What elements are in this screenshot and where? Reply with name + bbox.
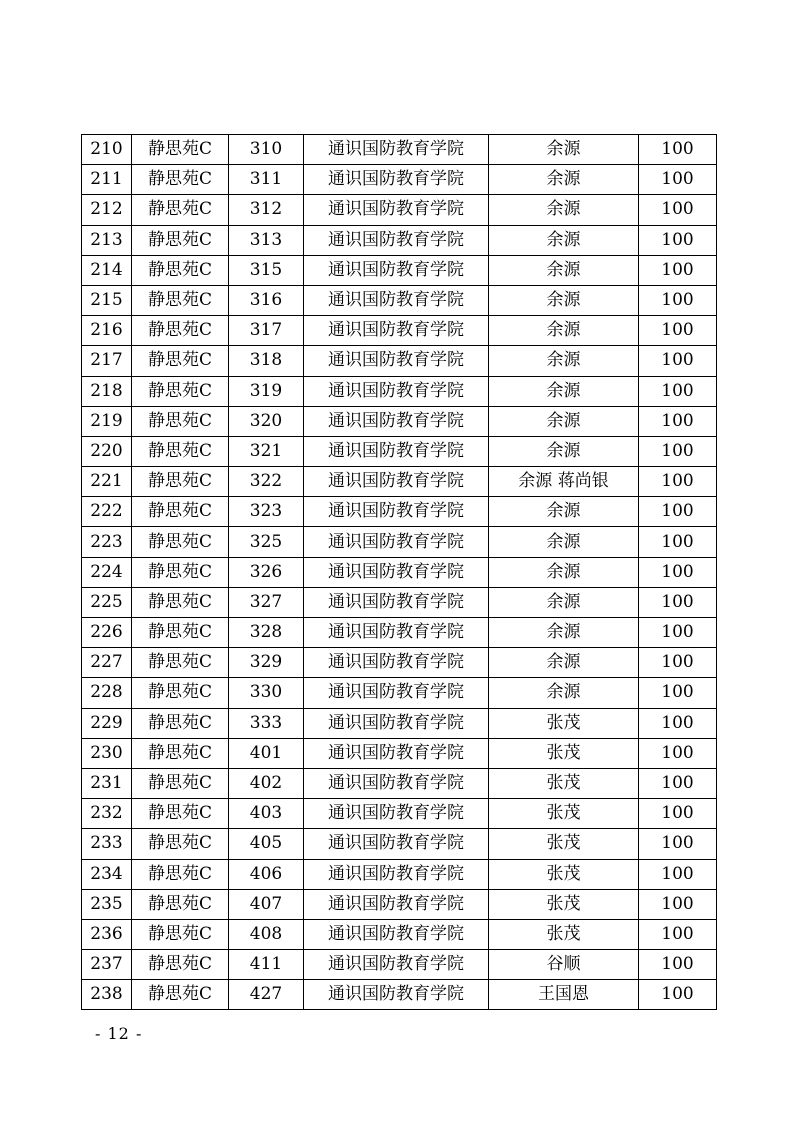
cell-room: 315 bbox=[229, 255, 304, 285]
cell-seq: 235 bbox=[82, 889, 132, 919]
cell-seq: 234 bbox=[82, 859, 132, 889]
cell-building: 静思苑C bbox=[132, 165, 229, 195]
cell-room: 327 bbox=[229, 587, 304, 617]
cell-room: 310 bbox=[229, 135, 304, 165]
cell-room: 316 bbox=[229, 285, 304, 315]
cell-score: 100 bbox=[639, 255, 717, 285]
cell-seq: 227 bbox=[82, 648, 132, 678]
cell-seq: 224 bbox=[82, 557, 132, 587]
cell-seq: 223 bbox=[82, 527, 132, 557]
cell-score: 100 bbox=[639, 225, 717, 255]
table-row bbox=[82, 346, 717, 376]
cell-score: 100 bbox=[639, 889, 717, 919]
cell-college: 通识国防教育学院 bbox=[304, 436, 489, 466]
cell-seq: 211 bbox=[82, 165, 132, 195]
cell-college: 通识国防教育学院 bbox=[304, 527, 489, 557]
cell-manager: 张茂 bbox=[489, 708, 639, 738]
table-row bbox=[82, 165, 717, 195]
cell-building: 静思苑C bbox=[132, 225, 229, 255]
cell-building: 静思苑C bbox=[132, 618, 229, 648]
cell-building: 静思苑C bbox=[132, 799, 229, 829]
cell-college: 通识国防教育学院 bbox=[304, 406, 489, 436]
cell-score: 100 bbox=[639, 799, 717, 829]
cell-room: 401 bbox=[229, 738, 304, 768]
cell-room: 326 bbox=[229, 557, 304, 587]
cell-manager: 张茂 bbox=[489, 738, 639, 768]
cell-room: 318 bbox=[229, 346, 304, 376]
cell-building: 静思苑C bbox=[132, 346, 229, 376]
cell-college: 通识国防教育学院 bbox=[304, 618, 489, 648]
table-row bbox=[82, 829, 717, 859]
cell-score: 100 bbox=[639, 859, 717, 889]
cell-manager: 张茂 bbox=[489, 829, 639, 859]
cell-seq: 215 bbox=[82, 285, 132, 315]
cell-manager: 谷顺 bbox=[489, 950, 639, 980]
table-row bbox=[82, 678, 717, 708]
cell-manager: 余源 bbox=[489, 346, 639, 376]
cell-building: 静思苑C bbox=[132, 678, 229, 708]
cell-college: 通识国防教育学院 bbox=[304, 678, 489, 708]
cell-college: 通识国防教育学院 bbox=[304, 316, 489, 346]
cell-college: 通识国防教育学院 bbox=[304, 738, 489, 768]
cell-seq: 229 bbox=[82, 708, 132, 738]
cell-college: 通识国防教育学院 bbox=[304, 859, 489, 889]
cell-room: 325 bbox=[229, 527, 304, 557]
cell-manager: 余源 bbox=[489, 225, 639, 255]
cell-seq: 216 bbox=[82, 316, 132, 346]
cell-building: 静思苑C bbox=[132, 738, 229, 768]
cell-score: 100 bbox=[639, 708, 717, 738]
cell-seq: 232 bbox=[82, 799, 132, 829]
cell-manager: 余源 bbox=[489, 285, 639, 315]
cell-building: 静思苑C bbox=[132, 768, 229, 798]
cell-room: 328 bbox=[229, 618, 304, 648]
table-row bbox=[82, 497, 717, 527]
cell-building: 静思苑C bbox=[132, 980, 229, 1010]
cell-score: 100 bbox=[639, 165, 717, 195]
cell-score: 100 bbox=[639, 376, 717, 406]
cell-score: 100 bbox=[639, 919, 717, 949]
cell-building: 静思苑C bbox=[132, 255, 229, 285]
cell-room: 313 bbox=[229, 225, 304, 255]
cell-building: 静思苑C bbox=[132, 889, 229, 919]
cell-room: 405 bbox=[229, 829, 304, 859]
cell-building: 静思苑C bbox=[132, 708, 229, 738]
cell-manager: 余源 bbox=[489, 376, 639, 406]
cell-building: 静思苑C bbox=[132, 467, 229, 497]
cell-room: 312 bbox=[229, 195, 304, 225]
cell-seq: 213 bbox=[82, 225, 132, 255]
cell-building: 静思苑C bbox=[132, 919, 229, 949]
cell-manager: 余源 bbox=[489, 316, 639, 346]
cell-college: 通识国防教育学院 bbox=[304, 829, 489, 859]
cell-college: 通识国防教育学院 bbox=[304, 950, 489, 980]
cell-room: 319 bbox=[229, 376, 304, 406]
table-row bbox=[82, 587, 717, 617]
cell-room: 333 bbox=[229, 708, 304, 738]
cell-seq: 231 bbox=[82, 768, 132, 798]
cell-college: 通识国防教育学院 bbox=[304, 255, 489, 285]
cell-score: 100 bbox=[639, 587, 717, 617]
cell-college: 通识国防教育学院 bbox=[304, 799, 489, 829]
cell-manager: 张茂 bbox=[489, 919, 639, 949]
cell-college: 通识国防教育学院 bbox=[304, 285, 489, 315]
cell-manager: 余源 bbox=[489, 648, 639, 678]
cell-college: 通识国防教育学院 bbox=[304, 587, 489, 617]
cell-college: 通识国防教育学院 bbox=[304, 497, 489, 527]
cell-seq: 219 bbox=[82, 406, 132, 436]
table-row bbox=[82, 376, 717, 406]
cell-room: 407 bbox=[229, 889, 304, 919]
cell-manager: 张茂 bbox=[489, 799, 639, 829]
cell-manager: 余源 bbox=[489, 406, 639, 436]
cell-score: 100 bbox=[639, 436, 717, 466]
cell-room: 322 bbox=[229, 467, 304, 497]
cell-building: 静思苑C bbox=[132, 859, 229, 889]
table-row bbox=[82, 738, 717, 768]
cell-seq: 217 bbox=[82, 346, 132, 376]
cell-building: 静思苑C bbox=[132, 195, 229, 225]
cell-seq: 220 bbox=[82, 436, 132, 466]
cell-building: 静思苑C bbox=[132, 436, 229, 466]
cell-score: 100 bbox=[639, 527, 717, 557]
cell-score: 100 bbox=[639, 195, 717, 225]
table-row bbox=[82, 950, 717, 980]
dormitory-score-table bbox=[81, 134, 717, 1010]
cell-manager: 余源 bbox=[489, 527, 639, 557]
cell-score: 100 bbox=[639, 406, 717, 436]
table-row bbox=[82, 708, 717, 738]
table-row bbox=[82, 255, 717, 285]
cell-room: 427 bbox=[229, 980, 304, 1010]
cell-college: 通识国防教育学院 bbox=[304, 225, 489, 255]
cell-seq: 230 bbox=[82, 738, 132, 768]
cell-manager: 余源 bbox=[489, 195, 639, 225]
cell-building: 静思苑C bbox=[132, 527, 229, 557]
cell-college: 通识国防教育学院 bbox=[304, 708, 489, 738]
cell-college: 通识国防教育学院 bbox=[304, 919, 489, 949]
cell-manager: 王国恩 bbox=[489, 980, 639, 1010]
cell-room: 323 bbox=[229, 497, 304, 527]
table-row bbox=[82, 768, 717, 798]
cell-college: 通识国防教育学院 bbox=[304, 980, 489, 1010]
cell-score: 100 bbox=[639, 768, 717, 798]
cell-manager: 余源 bbox=[489, 165, 639, 195]
cell-college: 通识国防教育学院 bbox=[304, 165, 489, 195]
cell-building: 静思苑C bbox=[132, 829, 229, 859]
cell-room: 406 bbox=[229, 859, 304, 889]
cell-college: 通识国防教育学院 bbox=[304, 376, 489, 406]
table-row bbox=[82, 859, 717, 889]
cell-college: 通识国防教育学院 bbox=[304, 467, 489, 497]
cell-college: 通识国防教育学院 bbox=[304, 195, 489, 225]
cell-college: 通识国防教育学院 bbox=[304, 135, 489, 165]
cell-seq: 214 bbox=[82, 255, 132, 285]
table-body bbox=[82, 135, 717, 1010]
table-row bbox=[82, 225, 717, 255]
cell-score: 100 bbox=[639, 678, 717, 708]
cell-manager: 余源 bbox=[489, 587, 639, 617]
table-row bbox=[82, 557, 717, 587]
cell-manager: 张茂 bbox=[489, 889, 639, 919]
cell-room: 330 bbox=[229, 678, 304, 708]
cell-room: 321 bbox=[229, 436, 304, 466]
table-row bbox=[82, 406, 717, 436]
cell-seq: 222 bbox=[82, 497, 132, 527]
cell-score: 100 bbox=[639, 285, 717, 315]
cell-score: 100 bbox=[639, 497, 717, 527]
cell-college: 通识国防教育学院 bbox=[304, 557, 489, 587]
cell-college: 通识国防教育学院 bbox=[304, 768, 489, 798]
cell-score: 100 bbox=[639, 135, 717, 165]
cell-seq: 210 bbox=[82, 135, 132, 165]
cell-seq: 226 bbox=[82, 618, 132, 648]
cell-building: 静思苑C bbox=[132, 557, 229, 587]
cell-room: 320 bbox=[229, 406, 304, 436]
table-row bbox=[82, 648, 717, 678]
cell-room: 408 bbox=[229, 919, 304, 949]
cell-building: 静思苑C bbox=[132, 950, 229, 980]
cell-seq: 236 bbox=[82, 919, 132, 949]
table-row bbox=[82, 285, 717, 315]
cell-manager: 余源 bbox=[489, 678, 639, 708]
table-row bbox=[82, 618, 717, 648]
cell-seq: 228 bbox=[82, 678, 132, 708]
table-row bbox=[82, 436, 717, 466]
cell-manager: 余源 蒋尚银 bbox=[489, 467, 639, 497]
cell-seq: 221 bbox=[82, 467, 132, 497]
cell-manager: 余源 bbox=[489, 255, 639, 285]
table-row bbox=[82, 919, 717, 949]
cell-manager: 余源 bbox=[489, 497, 639, 527]
table-row bbox=[82, 980, 717, 1010]
cell-score: 100 bbox=[639, 648, 717, 678]
cell-seq: 238 bbox=[82, 980, 132, 1010]
cell-college: 通识国防教育学院 bbox=[304, 889, 489, 919]
cell-room: 311 bbox=[229, 165, 304, 195]
cell-score: 100 bbox=[639, 618, 717, 648]
cell-building: 静思苑C bbox=[132, 135, 229, 165]
table-row bbox=[82, 195, 717, 225]
cell-room: 402 bbox=[229, 768, 304, 798]
cell-seq: 233 bbox=[82, 829, 132, 859]
table-row bbox=[82, 316, 717, 346]
cell-manager: 余源 bbox=[489, 135, 639, 165]
cell-building: 静思苑C bbox=[132, 587, 229, 617]
table-row bbox=[82, 889, 717, 919]
cell-seq: 218 bbox=[82, 376, 132, 406]
cell-seq: 225 bbox=[82, 587, 132, 617]
cell-building: 静思苑C bbox=[132, 648, 229, 678]
cell-college: 通识国防教育学院 bbox=[304, 648, 489, 678]
cell-manager: 余源 bbox=[489, 557, 639, 587]
cell-score: 100 bbox=[639, 557, 717, 587]
cell-building: 静思苑C bbox=[132, 406, 229, 436]
cell-room: 317 bbox=[229, 316, 304, 346]
cell-manager: 张茂 bbox=[489, 768, 639, 798]
cell-room: 329 bbox=[229, 648, 304, 678]
cell-building: 静思苑C bbox=[132, 316, 229, 346]
cell-college: 通识国防教育学院 bbox=[304, 346, 489, 376]
cell-manager: 余源 bbox=[489, 618, 639, 648]
cell-score: 100 bbox=[639, 950, 717, 980]
cell-score: 100 bbox=[639, 316, 717, 346]
page-number: - 12 - bbox=[95, 1024, 143, 1043]
table-row bbox=[82, 135, 717, 165]
cell-seq: 237 bbox=[82, 950, 132, 980]
cell-seq: 212 bbox=[82, 195, 132, 225]
cell-score: 100 bbox=[639, 829, 717, 859]
cell-score: 100 bbox=[639, 467, 717, 497]
table-row bbox=[82, 467, 717, 497]
cell-score: 100 bbox=[639, 346, 717, 376]
cell-building: 静思苑C bbox=[132, 285, 229, 315]
cell-room: 403 bbox=[229, 799, 304, 829]
cell-manager: 张茂 bbox=[489, 859, 639, 889]
cell-score: 100 bbox=[639, 738, 717, 768]
table-row bbox=[82, 799, 717, 829]
table-row bbox=[82, 527, 717, 557]
cell-building: 静思苑C bbox=[132, 497, 229, 527]
cell-building: 静思苑C bbox=[132, 376, 229, 406]
cell-manager: 余源 bbox=[489, 436, 639, 466]
cell-room: 411 bbox=[229, 950, 304, 980]
cell-score: 100 bbox=[639, 980, 717, 1010]
